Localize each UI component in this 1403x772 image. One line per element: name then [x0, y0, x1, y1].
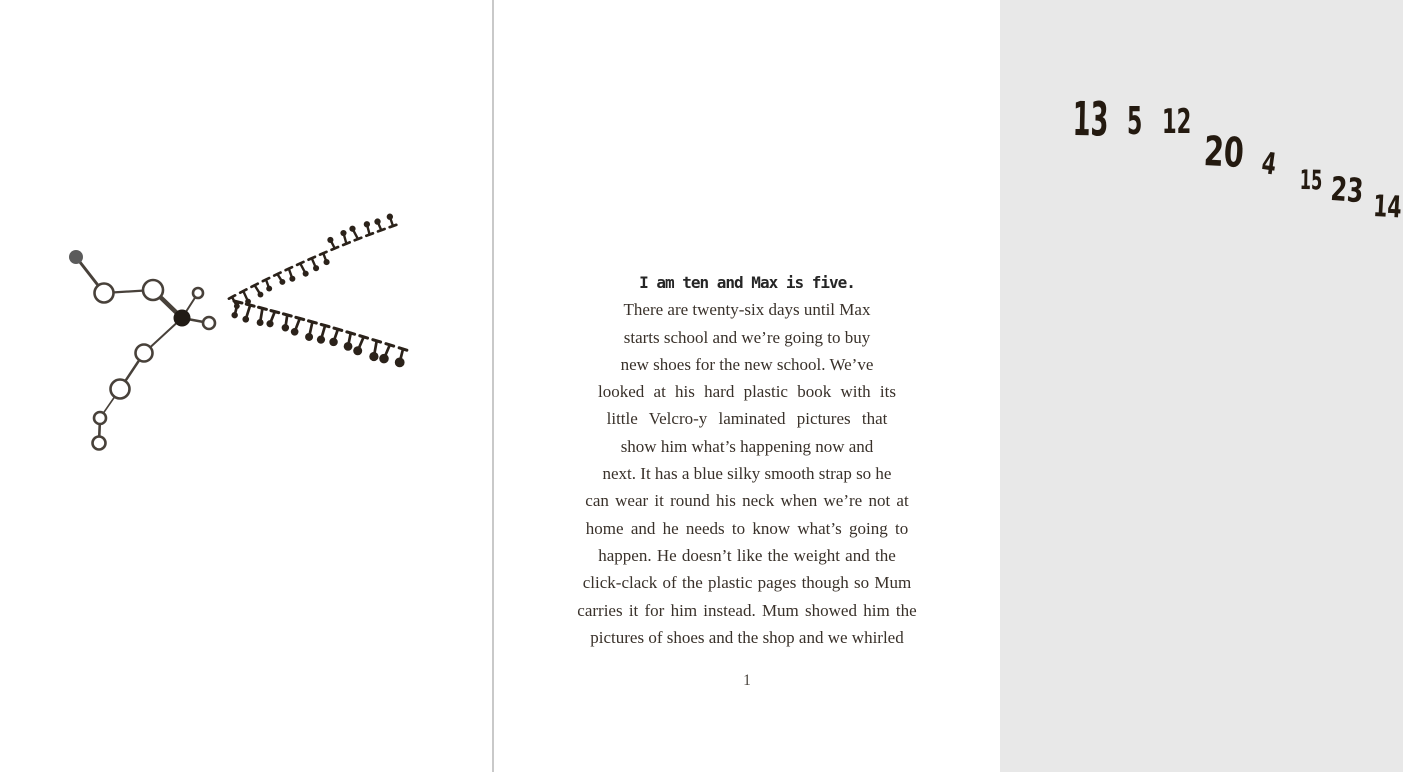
story-line: show him what’s happening now and — [620, 436, 874, 456]
story-line: home and he needs to know what’s going to — [585, 518, 909, 538]
zipper-illustration — [55, 215, 415, 460]
chapter-number: 20 — [1202, 127, 1246, 178]
chapter-number: 13 — [1072, 92, 1110, 148]
story-line: little Velcro-y laminated pictures that — [606, 409, 888, 429]
story-line: There are twenty-six days until Max — [623, 300, 871, 320]
story-line: can wear it round his neck when we’re not at — [585, 491, 909, 511]
chapter-number: 12 — [1162, 102, 1192, 142]
chapter-number: 15 — [1299, 165, 1323, 197]
chapter-number: 14 — [1372, 189, 1403, 226]
chapter-numbers — [494, 0, 1403, 240]
chapter-number: 4 — [1259, 146, 1279, 183]
page-number: 1 — [743, 672, 751, 689]
story-line: happen. He doesn’t like the weight and the — [598, 545, 896, 565]
chapter-number: 23 — [1329, 169, 1365, 211]
story-line: click-clack of the plastic pages though so Mum — [582, 573, 912, 593]
chapter-heading: I am ten and Max is five. — [639, 273, 855, 292]
story-line: looked at his hard plastic book with its — [598, 382, 896, 402]
story-line: pictures of shoes and the shop and we whirled — [590, 627, 904, 647]
story-line: carries it for him instead. Mum showed him the — [577, 600, 917, 620]
story-line: next. It has a blue silky smooth strap so he — [602, 464, 892, 484]
story-text — [494, 269, 1000, 651]
story-line: starts school and we’re going to buy — [623, 327, 871, 347]
chapter-number: 5 — [1127, 99, 1143, 143]
story-line: new shoes for the new school. We’ve — [620, 354, 874, 374]
